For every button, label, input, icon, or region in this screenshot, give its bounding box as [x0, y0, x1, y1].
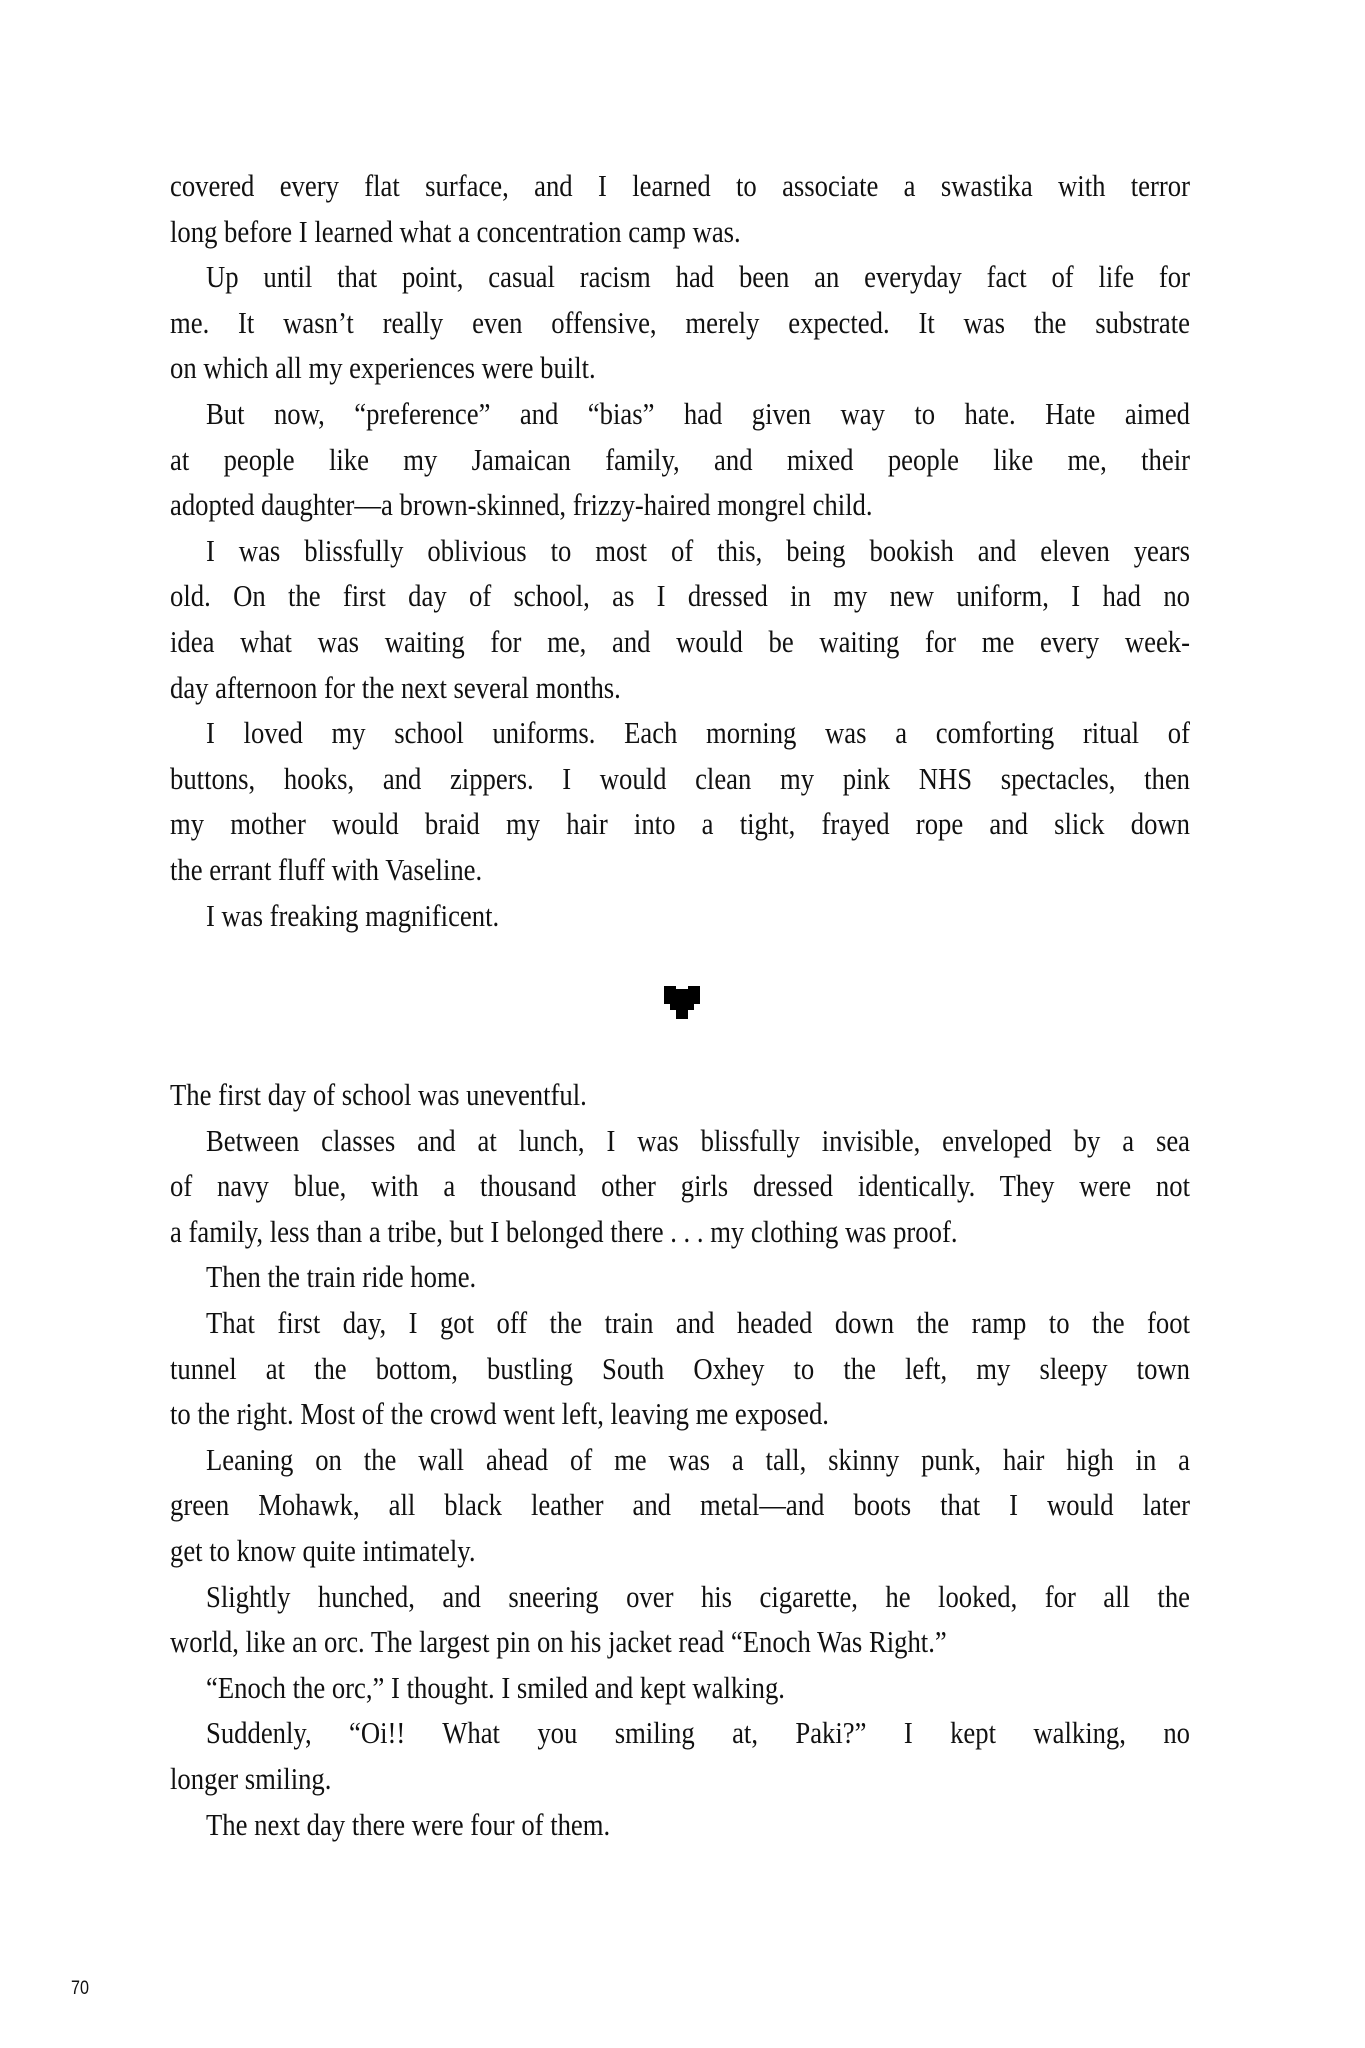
text-line-content: covered every flat surface, and I learned to associate a swastika with terror [170, 168, 1190, 203]
text-line-content: idea what was waiting for me, and would be waiting for me every week- [170, 623, 1190, 659]
text-line-content: I was freaking magnificent. [206, 897, 500, 933]
text-line [170, 801, 1190, 847]
text-line-content: a family, less than a tribe, but I belonged there . . . my clothing was proof. [170, 1213, 958, 1249]
text-line [170, 1802, 1190, 1848]
text-line [170, 710, 1190, 756]
text-line-content: adopted daughter—a brown-skinned, frizzy-haired mongrel child. [170, 487, 873, 523]
text-line [170, 300, 1190, 346]
text-line-content: at people like my Jamaican family, and mixed people like me, their [170, 441, 1190, 477]
text-line [170, 1619, 1190, 1665]
text-line [170, 1528, 1190, 1574]
text-line-content: day afternoon for the next several months. [170, 669, 621, 705]
text-line-content: on which all my experiences were built. [170, 350, 596, 386]
text-line-content: to the right. Most of the crowd went left, leaving me exposed. [170, 1396, 829, 1432]
text-line [170, 1710, 1190, 1756]
text-line-content: the errant fluff with Vaseline. [170, 851, 483, 887]
text-line [170, 254, 1190, 300]
text-line [170, 573, 1190, 619]
text-line-content: I loved my school uniforms. Each morning was a comforting ritual of [206, 715, 1190, 751]
text-line [170, 1300, 1190, 1346]
text-line-content: The next day there were four of them. [206, 1806, 611, 1842]
text-line [170, 528, 1190, 574]
text-line [170, 1118, 1190, 1164]
text-line-content: old. On the first day of school, as I dressed in my new uniform, I had no [170, 578, 1190, 614]
text-line [170, 1254, 1190, 1300]
text-line [170, 482, 1190, 528]
text-line [170, 163, 1190, 209]
text-line [170, 1574, 1190, 1620]
text-line-content: That first day, I got off the train and headed down the ramp to the foot [206, 1304, 1190, 1340]
text-line [170, 1391, 1190, 1437]
page-number: 70 [71, 1978, 89, 1999]
text-line-content: The first day of school was uneventful. [170, 1077, 587, 1112]
text-line [170, 1346, 1190, 1392]
text-line [170, 1437, 1190, 1483]
pixel-heart-icon [664, 986, 700, 1019]
text-line-content: green Mohawk, all black leather and metal—and boots that I would later [170, 1487, 1190, 1523]
text-line-content: But now, “preference” and “bias” had given way to hate. Hate aimed [206, 395, 1190, 431]
text-line-content: Leaning on the wall ahead of me was a tall, skinny punk, hair high in a [206, 1441, 1190, 1477]
text-line-content: Between classes and at lunch, I was blissfully invisible, enveloped by a sea [206, 1122, 1190, 1158]
text-line-content: “Enoch the orc,” I thought. I smiled and kept walking. [206, 1669, 785, 1705]
text-line-content: me. It wasn’t really even offensive, merely expected. It was the substrate [170, 304, 1190, 340]
text-line [170, 1163, 1190, 1209]
text-line-content: buttons, hooks, and zippers. I would clean my pink NHS spectacles, then [170, 760, 1190, 796]
text-line [170, 893, 1190, 939]
text-line [170, 437, 1190, 483]
text-line [170, 1665, 1190, 1711]
text-line [170, 619, 1190, 665]
text-section-2 [170, 1072, 1190, 1847]
text-line [170, 1756, 1190, 1802]
text-line [170, 665, 1190, 711]
text-line-content: world, like an orc. The largest pin on his jacket read “Enoch Was Right.” [170, 1624, 947, 1660]
text-line-content: my mother would braid my hair into a tight, frayed rope and slick down [170, 806, 1190, 842]
text-line-content: Up until that point, casual racism had been an everyday fact of life for [206, 259, 1190, 295]
text-line [170, 1072, 1190, 1118]
text-line-content: I was blissfully oblivious to most of this, being bookish and eleven years [206, 532, 1190, 568]
text-line [170, 1482, 1190, 1528]
text-section-1 [170, 163, 1190, 938]
text-line-content: tunnel at the bottom, bustling South Oxhey to the left, my sleepy town [170, 1350, 1190, 1386]
text-line [170, 391, 1190, 437]
text-line-content: of navy blue, with a thousand other girls dressed identically. They were not [170, 1168, 1190, 1204]
text-line [170, 345, 1190, 391]
text-line [170, 847, 1190, 893]
text-line [170, 756, 1190, 802]
text-line [170, 1209, 1190, 1255]
text-line-content: long before I learned what a concentration camp was. [170, 213, 741, 249]
text-line-content: Slightly hunched, and sneering over his cigarette, he looked, for all the [206, 1578, 1190, 1614]
text-line [170, 209, 1190, 255]
text-line-content: get to know quite intimately. [170, 1532, 476, 1568]
text-line-content: Then the train ride home. [206, 1259, 477, 1295]
text-line-content: Suddenly, “Oi!! What you smiling at, Paki?” I kept walking, no [206, 1715, 1190, 1751]
text-line-content: longer smiling. [170, 1760, 332, 1796]
